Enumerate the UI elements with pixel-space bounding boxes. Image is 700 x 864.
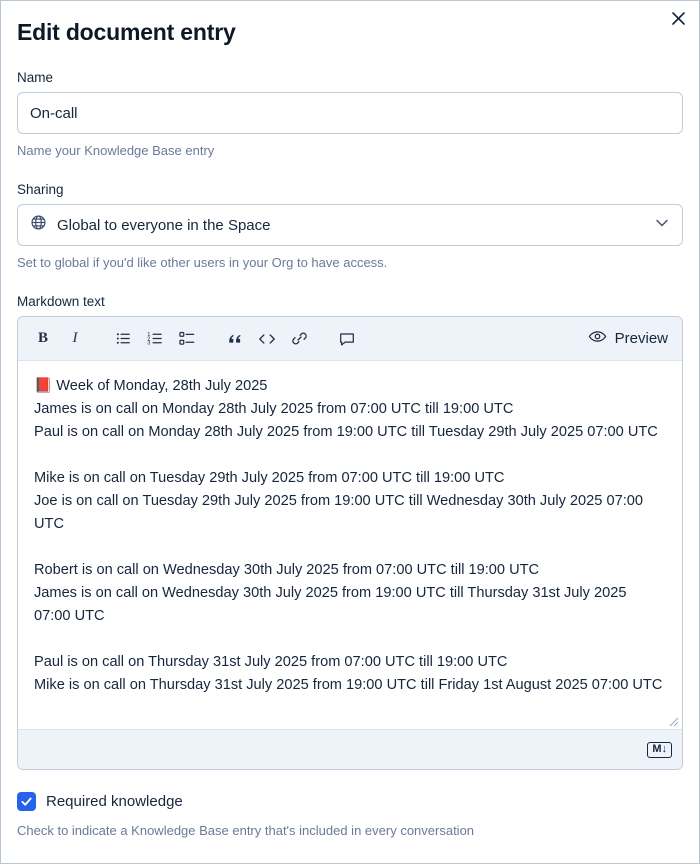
- markdown-line: James is on call on Wednesday 30th July 2025 from 19:00 UTC till Thursday 31st July 2025 07:00 UTC: [34, 585, 631, 624]
- eye-icon: [588, 327, 607, 350]
- markdown-line: Robert is on call on Wednesday 30th July 2025 from 07:00 UTC till 19:00 UTC: [34, 562, 540, 578]
- required-knowledge-row[interactable]: [17, 792, 683, 811]
- sharing-select[interactable]: [17, 204, 683, 246]
- sharing-field-helper: Set to global if you'd like other users in your Org to have access.: [17, 255, 388, 270]
- markdown-blank-line: [34, 536, 666, 559]
- markdown-blank-line: [34, 628, 666, 651]
- markdown-line: Mike is on call on Thursday 31st July 2025 from 19:00 UTC till Friday 1st August 2025 07:00 UTC: [34, 677, 663, 693]
- sharing-select-value: Global to everyone in the Space: [57, 216, 271, 234]
- svg-text:1: 1: [146, 331, 150, 338]
- markdown-blank-line: [34, 444, 666, 467]
- markdown-line: Paul is on call on Thursday 31st July 2025 from 07:00 UTC till 19:00 UTC: [34, 654, 508, 670]
- markdown-field-label: Markdown text: [17, 294, 105, 309]
- code-icon[interactable]: [252, 324, 282, 354]
- preview-label: Preview: [614, 330, 668, 347]
- markdown-footer: [18, 729, 682, 769]
- markdown-line: James is on call on Monday 28th July 2025 from 07:00 UTC till 19:00 UTC: [34, 401, 514, 417]
- svg-text:3: 3: [146, 340, 150, 347]
- name-field-label: Name: [17, 70, 54, 85]
- markdown-line: Paul is on call on Monday 28th July 2025 from 19:00 UTC till Tuesday 29th July 2025 07:00 UTC: [34, 424, 658, 440]
- globe-icon: [30, 214, 47, 236]
- name-field-helper: Name your Knowledge Base entry: [17, 143, 215, 158]
- name-input[interactable]: [17, 92, 683, 134]
- markdown-line: Mike is on call on Tuesday 29th July 2025 from 07:00 UTC till 19:00 UTC: [34, 470, 505, 486]
- resize-handle[interactable]: [667, 714, 679, 726]
- quote-icon[interactable]: [220, 324, 250, 354]
- markdown-editor: [17, 316, 683, 770]
- ordered-list-icon[interactable]: [140, 324, 170, 354]
- close-icon[interactable]: [665, 5, 691, 31]
- bold-icon[interactable]: B: [28, 324, 58, 354]
- preview-button[interactable]: [582, 326, 672, 351]
- italic-icon[interactable]: I: [60, 324, 90, 354]
- svg-text:2: 2: [146, 336, 150, 343]
- markdown-line: 📕 Week of Monday, 28th July 2025: [34, 378, 268, 394]
- markdown-content: [34, 375, 666, 697]
- comment-icon[interactable]: [332, 324, 362, 354]
- unordered-list-icon[interactable]: [108, 324, 138, 354]
- markdown-toolbar: [18, 317, 682, 361]
- required-knowledge-helper: Check to indicate a Knowledge Base entry that's included in every conversation: [17, 823, 475, 838]
- checklist-icon[interactable]: [172, 324, 202, 354]
- page-title: Edit document entry: [17, 19, 236, 45]
- required-knowledge-checkbox[interactable]: [17, 792, 36, 811]
- chevron-down-icon: [654, 215, 670, 236]
- link-icon[interactable]: [284, 324, 314, 354]
- markdown-badge-icon[interactable]: M↓: [647, 742, 672, 758]
- markdown-line: Joe is on call on Tuesday 29th July 2025 from 19:00 UTC till Wednesday 30th July 2025 07:00 UTC: [34, 493, 648, 532]
- required-knowledge-label: Required knowledge: [46, 793, 183, 810]
- sharing-field-label: Sharing: [17, 182, 64, 197]
- markdown-textarea[interactable]: [18, 361, 682, 729]
